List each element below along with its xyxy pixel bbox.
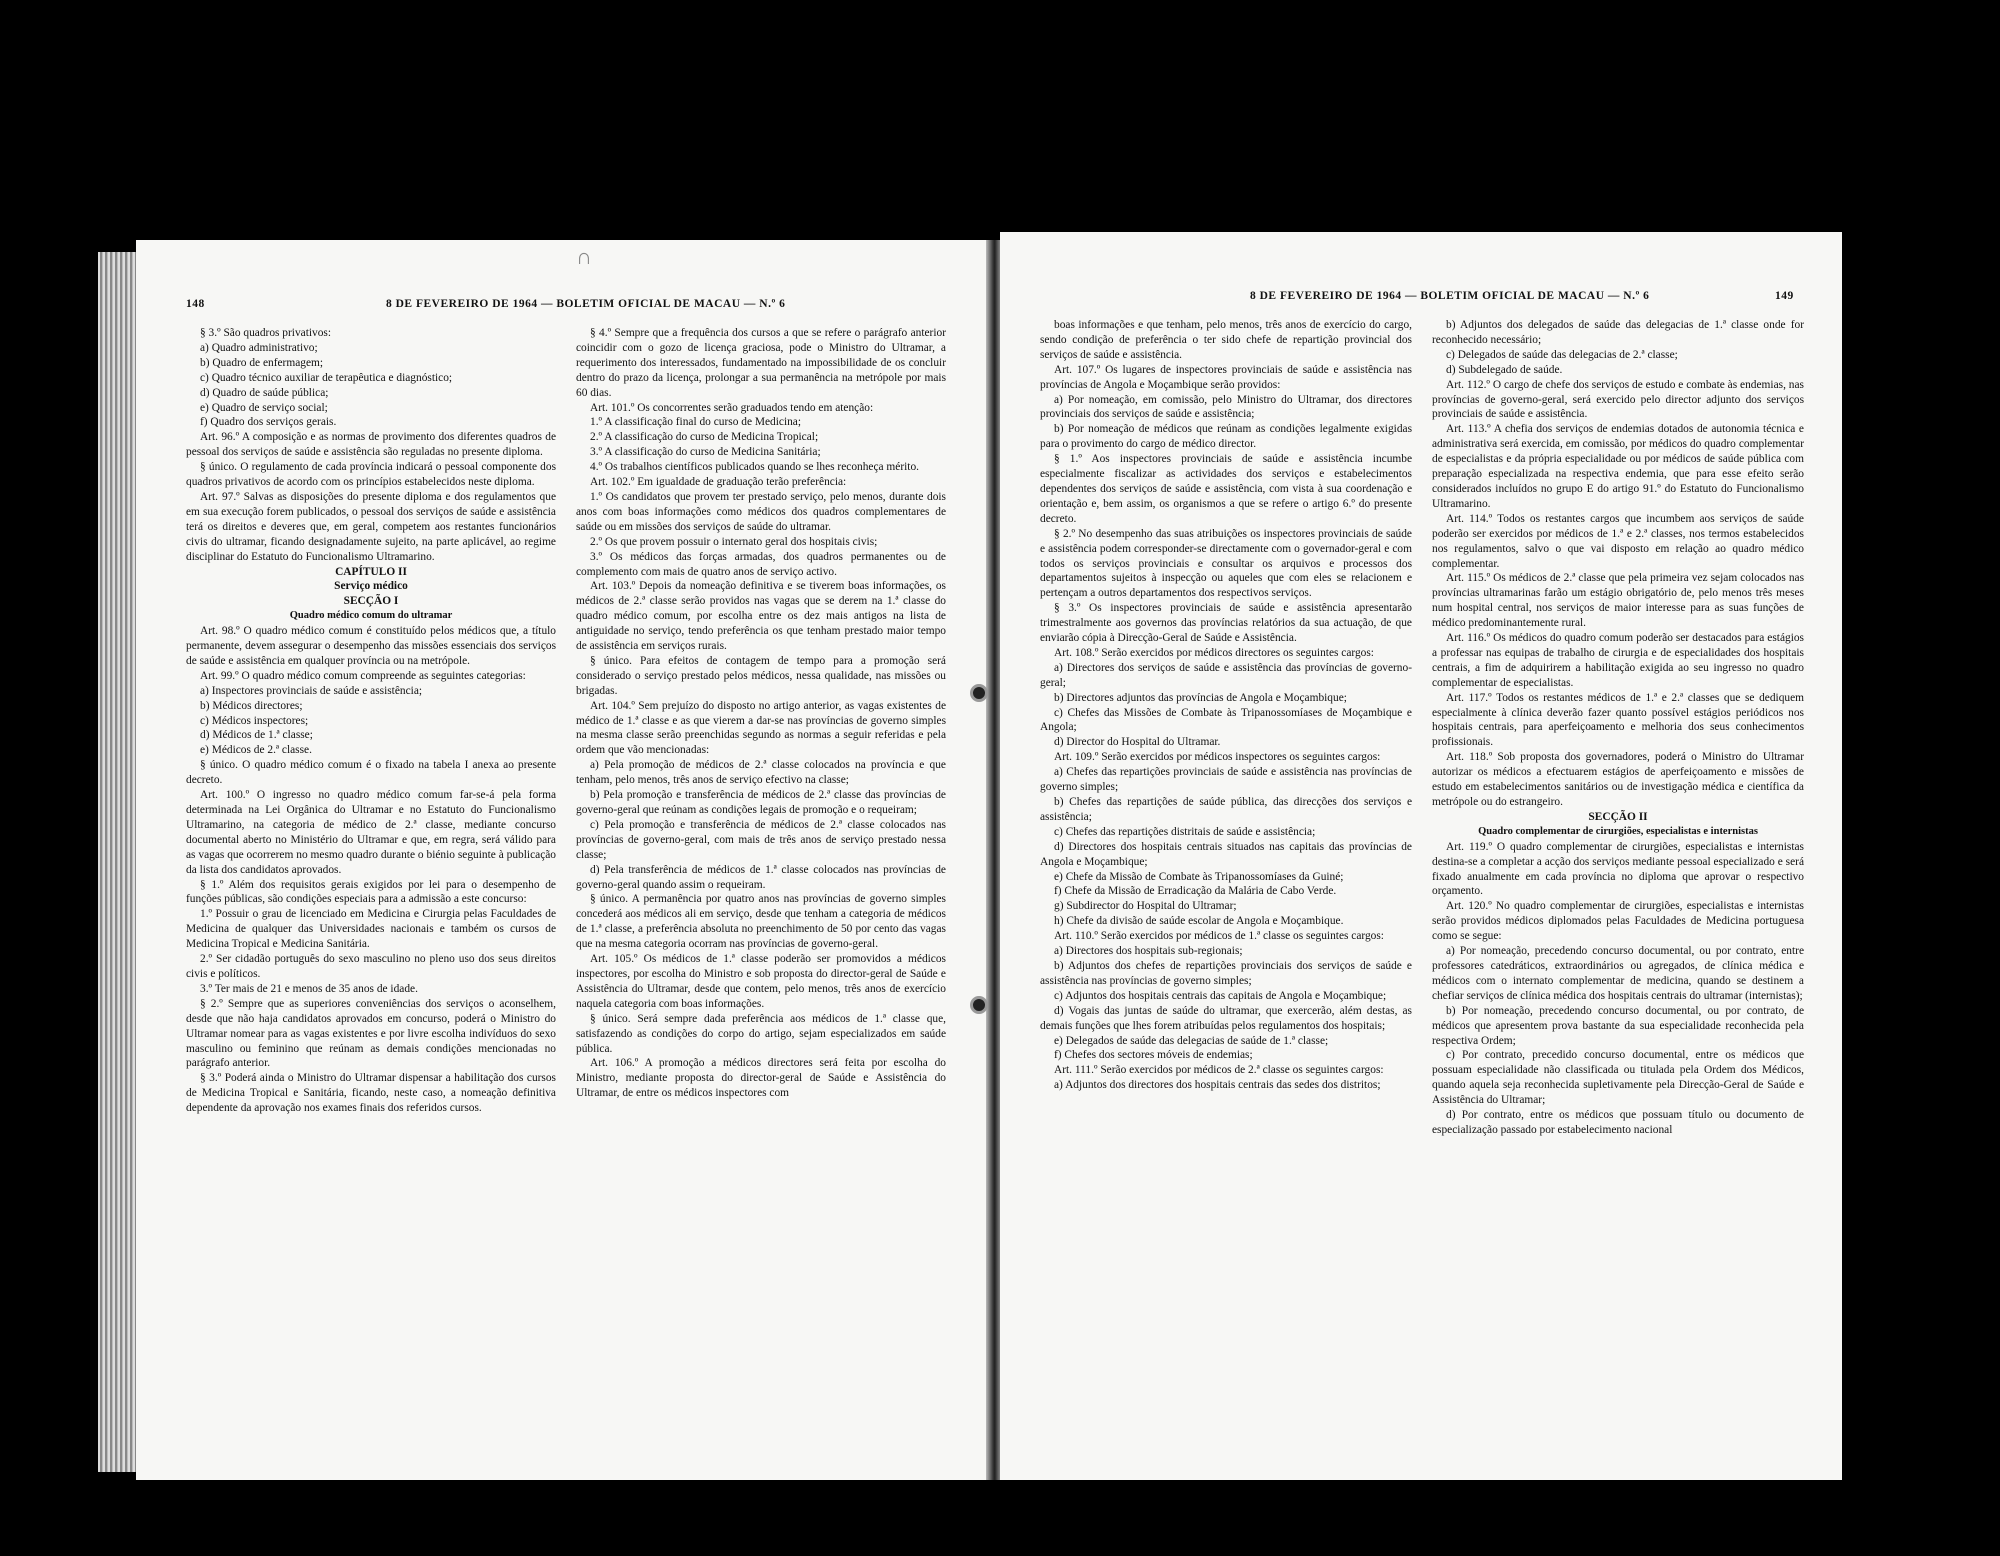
paragraph: a) Directores dos serviços de saúde e assistência das províncias de governo-geral; (1040, 661, 1412, 689)
paragraph: § 2.º Sempre que as superiores conveniências dos serviços o aconselhem, desde que não haja candidatos aprovados em concurso, poderá o Ministro do Ultramar nomear para as vagas existentes e por livre escolha indivíduos do sexo masculino ou feminino que reúnam as demais condições mencionadas no parágrafo anterior. (186, 997, 556, 1070)
paragraph: b) Médicos directores; (200, 699, 303, 712)
paragraph: 1.º Os candidatos que provem ter prestado serviço, pelo menos, durante dois anos com boas informações como médicos dos quadros complementares de saúde ou em missões dos serviços de saúde do ultramar. (576, 490, 946, 533)
paragraph: h) Chefe da divisão de saúde escolar de Angola e Moçambique. (1054, 915, 1344, 928)
right-page-number: 149 (1775, 290, 1794, 302)
paragraph: § único. O regulamento de cada província indicará o pessoal componente dos quadros privativos de acordo com os princípios estabelecidos neste diploma. (186, 461, 556, 489)
paragraph: Art. 98.º O quadro médico comum é constituído pelos médicos que, a título permanente, devem assegurar o desempenho das missões essenciais dos serviços de saúde e assistência em qualquer província ou na metrópole. (186, 625, 556, 667)
paragraph: d) Médicos de 1.ª classe; (200, 729, 313, 742)
paragraph: 2.º Ser cidadão português do sexo masculino no pleno uso dos seus direitos civis e políticos. (186, 953, 556, 980)
book-page-edges (98, 252, 138, 1472)
section-heading: CAPÍTULO II (335, 565, 407, 578)
paragraph: d) Directores dos hospitais centrais situados nas capitais das províncias de Angola e Moçambique; (1040, 840, 1412, 868)
paragraph: c) Quadro técnico auxiliar de terapêutica e diagnóstico; (200, 371, 453, 384)
paragraph: d) Vogais das juntas de saúde do ultramar, que exercerão, além destas, as demais funções que lhes forem atribuídas pelos regulamentos dos hospitais; (1040, 1004, 1412, 1032)
paragraph: b) Quadro de enfermagem; (200, 356, 324, 369)
paragraph: Art. 107.º Os lugares de inspectores provinciais de saúde e assistência nas províncias de Angola e Moçambique serão providos: (1040, 363, 1412, 391)
paragraph: § 1.º Aos inspectores provinciais de saúde e assistência incumbe especialmente fiscalizar as actividades dos serviços e estabelecimentos dependentes dos serviços de saúde e assistência, com vista à sua coordenação e orientação e, bem assim, os organismos a que se refere o artigo 6.º do presente decreto. (1040, 453, 1412, 525)
paragraph: Art. 101.º Os concorrentes serão graduados tendo em atenção: (590, 401, 874, 414)
paragraph: e) Chefe da Missão de Combate às Tripanossomíases da Guiné; (1054, 870, 1344, 883)
right-column-2 (1432, 318, 1804, 1448)
paragraph: Art. 120.º No quadro complementar de cirurgiões, especialistas e internistas serão providos médicos diplomados pelas Faculdades de Medicina portuguesa como se segue: (1432, 900, 1804, 943)
left-page-number: 148 (186, 298, 205, 310)
paragraph: a) Directores dos hospitais sub-regionais; (1054, 945, 1243, 958)
paragraph: c) Pela promoção e transferência de médicos de 2.ª classe colocados nas províncias de governo-geral, com mais de três anos de serviço prestado nessa classe; (576, 818, 946, 861)
binding-hole-icon (970, 684, 988, 702)
left-page (136, 240, 988, 1480)
paragraph: Art. 99.º O quadro médico comum compreende as seguintes categorias: (200, 669, 526, 682)
paragraph: 3.º A classificação do curso de Medicina Sanitária; (590, 446, 821, 459)
paragraph: Art. 115.º Os médicos de 2.ª classe que pela primeira vez sejam colocados nas províncias ultramarinas farão um estágio obrigatório de, pelo menos três meses num hospital central, nos serviços de maior interesse para as suas funções de médico predominantemente rural. (1432, 572, 1804, 630)
paragraph: b) Por nomeação de médicos que reúnam as condições legalmente exigidas para o provimento do cargo de médico director. (1040, 423, 1412, 451)
paragraph: c) Delegados de saúde das delegacias de 2.ª classe; (1446, 348, 1678, 361)
paragraph: Art. 104.º Sem prejuízo do disposto no artigo anterior, as vagas existentes de médico de 1.ª classe e as que vierem a dar-se nas províncias de governo simples na mesma classe serão preenchidas segundo as normas a seguir referidas e pela ordem que vão mencionadas: (576, 699, 946, 757)
paragraph: § 1.º Além dos requisitos gerais exigidos por lei para o desempenho de funções públicas, são condições especiais para a admissão a este concurso: (186, 878, 556, 906)
paragraph: Art. 108.º Serão exercidos por médicos directores os seguintes cargos: (1054, 646, 1374, 659)
paragraph: c) Médicos inspectores; (200, 714, 309, 727)
paragraph: f) Chefes dos sectores móveis de endemias; (1054, 1049, 1253, 1062)
paragraph: § 3.º São quadros privativos: (200, 327, 332, 339)
paragraph: a) Por nomeação, em comissão, pelo Ministro do Ultramar, dos directores provinciais dos serviços de saúde e assistência; (1040, 393, 1412, 421)
right-page (1000, 232, 1842, 1480)
paragraph: b) Chefes das repartições de saúde pública, das direcções dos serviços e assistência; (1040, 796, 1412, 823)
paragraph: 3.º Os médicos das forças armadas, dos quadros permanentes ou de complemento com mais de quatro anos de serviço activo. (576, 550, 946, 578)
paragraph: d) Subdelegado de saúde. (1446, 363, 1563, 376)
paragraph: g) Subdirector do Hospital do Ultramar; (1054, 900, 1237, 913)
paragraph: b) Por nomeação, precedendo concurso documental, ou por contrato, de médicos que apresentem prova bastante da sua especialidade reconhecida pela respectiva Ordem; (1432, 1004, 1804, 1047)
paragraph: § 3.º Poderá ainda o Ministro do Ultramar dispensar a habilitação dos cursos de Medicina Tropical e Sanitária, ficando, neste caso, a nomeação definitiva dependente da aprovação nos exames finais dos referidos cursos. (186, 1072, 556, 1115)
paragraph: Art. 119.º O quadro complementar de cirurgiões, especialistas e internistas destina-se a completar a acção dos serviços mediante pessoal especializado e será fixado anualmente em cada província no diploma que aprovar o respectivo orçamento. (1432, 840, 1804, 898)
paragraph: d) Pela transferência de médicos de 1.ª classe colocados nas províncias de governo-geral quando assim o requeiram. (576, 863, 946, 891)
paragraph: e) Médicos de 2.ª classe. (200, 744, 312, 757)
paragraph: Art. 105.º Os médicos de 1.ª classe poderão ser promovidos a médicos inspectores, por escolha do Ministro e sob proposta do director-geral de Saúde e Assistência do Ultramar, desde que contem, pelo menos, três anos de exercício naquela categoria com boas informações. (576, 953, 946, 1010)
paragraph: Art. 97.º Salvas as disposições do presente diploma e dos regulamentos que em sua execução forem publicados, o pessoal dos serviços de saúde e assistência terá os direitos e deveres que, em geral, competem aos restantes funcionários civis do ultramar, ficando designadamente sujeito, na parte aplicável, ao regime disciplinar do Estatuto do Funcionalismo Ultramarino. (186, 490, 556, 563)
paragraph: d) Quadro de saúde pública; (200, 386, 329, 399)
paragraph: Art. 96.º A composição e as normas de provimento dos diferentes quadros de pessoal dos serviços de saúde e assistência são reguladas no presente diploma. (186, 431, 556, 459)
paragraph: c) Adjuntos dos hospitais centrais das capitais de Angola e Moçambique; (1054, 989, 1387, 1002)
left-column-1 (186, 326, 556, 1456)
paragraph: Art. 102.º Em igualdade de graduação terão preferência: (590, 476, 847, 489)
paragraph: b) Directores adjuntos das províncias de Angola e Moçambique; (1054, 691, 1347, 704)
paragraph: 2.º A classificação do curso de Medicina Tropical; (590, 431, 819, 444)
paragraph: Art. 100.º O ingresso no quadro médico comum far-se-á pela forma determinada na Lei Orgânica do Ultramar e no Estatuto do Funcionalismo Ultramarino, na categoria de médico de 2.ª classe, mediante concurso documental aberto no Ministério do Ultramar e que, em regra, será válido para as vagas que ocorrerem no mesmo quadro durante o biénio seguinte à publicação da lista dos candidatos aprovados. (186, 789, 556, 876)
paragraph: Art. 110.º Serão exercidos por médicos de 1.ª classe os seguintes cargos: (1054, 930, 1384, 943)
paragraph: § único. O quadro médico comum é o fixado na tabela I anexa ao presente decreto. (186, 759, 556, 787)
paragraph: b) Adjuntos dos delegados de saúde das delegacias de 1.ª classe onde for reconhecido necessário; (1432, 319, 1804, 346)
paragraph: d) Por contrato, entre os médicos que possuam título ou documento de especialização passado por estabelecimento nacional (1432, 1109, 1804, 1136)
paragraph: 1.º A classificação final do curso de Medicina; (590, 416, 802, 429)
paragraph: § único. Será sempre dada preferência aos médicos de 1.ª classe que, satisfazendo as condições do corpo do artigo, sejam especializados em saúde pública. (576, 1012, 946, 1055)
paragraph: Art. 111.º Serão exercidos por médicos de 2.ª classe os seguintes cargos: (1054, 1064, 1384, 1077)
left-column-2 (576, 326, 946, 1456)
section-heading: SECÇÃO I (343, 595, 399, 608)
paragraph: Art. 103.º Depois da nomeação definitiva e se tiverem boas informações, os médicos de 2.ª classe serão providos nas vagas que se derem na 1.ª classe do quadro médico comum, por escolha entre os dez mais antigos na lista de antiguidade no serviço, tendo preferência os que tenham prestado maior tempo de assistência em serviços rurais. (576, 580, 946, 653)
section-heading: Serviço médico (334, 580, 408, 593)
paragraph: e) Delegados de saúde das delegacias de saúde de 1.ª classe; (1054, 1034, 1329, 1047)
paragraph: e) Quadro de serviço social; (200, 401, 328, 414)
paragraph: 4.º Os trabalhos científicos publicados quando se lhes reconheça mérito. (590, 461, 920, 474)
paragraph: Art. 113.º A chefia dos serviços de endemias dotados de autonomia técnica e administrativa será exercida, em comissão, por médicos do quadro complementar de especialistas e da própria especialidade ou por médicos de saúde pública com preparação especializada na respectiva endemia, que para esse efeito serão considerados incluídos no grupo E do artigo 91.º do Estatuto do Funcionalismo Ultramarino. (1432, 423, 1804, 510)
paragraph: c) Chefes das repartições distritais de saúde e assistência; (1054, 825, 1316, 838)
paragraph: a) Pela promoção de médicos de 2.ª classe colocados na província e que tenham, pelo menos, três anos de serviço efectivo na classe; (576, 759, 946, 787)
section-heading: SECÇÃO II (1588, 810, 1648, 823)
paragraph: a) Inspectores provinciais de saúde e assistência; (200, 684, 423, 697)
right-column-1 (1040, 318, 1412, 1448)
paragraph: boas informações e que tenham, pelo menos, três anos de exercício do cargo, sendo condição de preferência o ter sido chefe de repartição provincial dos serviços de saúde e assistência. (1040, 319, 1412, 361)
paragraph: c) Por contrato, precedido concurso documental, entre os médicos que possuam especialidade não classificada ou titulada pela Ordem dos Médicos, quando aquela seja reconhecida supletivamente pela Direcção-Geral de Saúde e Assistência do Ultramar; (1432, 1049, 1804, 1107)
left-page-header-text: 8 DE FEVEREIRO DE 1964 — BOLETIM OFICIAL DE MACAU — N.º 6 (386, 298, 786, 310)
right-page-header-text: 8 DE FEVEREIRO DE 1964 — BOLETIM OFICIAL DE MACAU — N.º 6 (1250, 290, 1650, 302)
paragraph: Art. 116.º Os médicos do quadro comum poderão ser destacados para estágios a professar nas equipas de trabalho de cirurgia e de especialidades dos hospitais centrais, a fim de adquirirem a habilitação exigida ao seu ingresso no quadro complementar de especialistas. (1432, 632, 1804, 689)
paragraph: 3.º Ter mais de 21 e menos de 35 anos de idade. (200, 982, 418, 995)
paragraph: a) Chefes das repartições provinciais de saúde e assistência nas províncias de governo simples; (1040, 766, 1412, 794)
paragraph: § 2.º No desempenho das suas atribuições os inspectores provinciais de saúde e assistência podem corresponder-se directamente com o governador-geral e com todos os serviços provinciais e consultar os arquivos e processos dos departamentos sujeitos à inspecção ou aqueles que com eles se relacionem e pertençam a outros departamentos dos respectivos serviços. (1040, 527, 1412, 600)
paragraph: f) Chefe da Missão de Erradicação da Malária de Cabo Verde. (1054, 885, 1337, 898)
paragraph: 2.º Os que provem possuir o internato geral dos hospitais civis; (590, 535, 878, 548)
paragraph: f) Quadro dos serviços gerais. (200, 416, 337, 429)
paragraph: 1.º Possuir o grau de licenciado em Medicina e Cirurgia pelas Faculdades de Medicina de qualquer das Universidades nacionais e também os cursos de Medicina Tropical e Medicina Sanitária. (186, 908, 556, 951)
paragraph: c) Chefes das Missões de Combate às Tripanossomíases de Moçambique e Angola; (1040, 706, 1412, 734)
paragraph: Art. 117.º Todos os restantes médicos de 1.ª e 2.ª classes que se dediquem especialmente à clínica deverão fazer quanto possível estágios periódicos nos hospitais centrais, para aperfeiçoamento e melhoria dos seus conhecimentos profissionais. (1432, 691, 1804, 749)
pencil-mark: ∩ (576, 244, 592, 269)
paragraph: b) Adjuntos dos chefes de repartições provinciais dos serviços de saúde e assistência nas províncias de governo simples; (1040, 959, 1412, 987)
paragraph: d) Director do Hospital do Ultramar. (1054, 736, 1221, 749)
paragraph: Art. 118.º Sob proposta dos governadores, poderá o Ministro do Ultramar autorizar os médicos a efectuarem estágios de aperfeiçoamento e missões de estudo em estabelecimentos sanitários ou de investigação médica e científica da metrópole ou do estrangeiro. (1432, 751, 1804, 808)
paragraph: b) Pela promoção e transferência de médicos de 2.ª classe das províncias de governo-geral que reúnam as condições legais de promoção e o requeiram; (576, 789, 946, 816)
paragraph: Art. 112.º O cargo de chefe dos serviços de estudo e combate às endemias, nas províncias de governo-geral, será exercido pelo director adjunto dos serviços provinciais de saúde e assistência. (1432, 378, 1804, 421)
section-subheading: Quadro complementar de cirurgiões, especialistas e internistas (1478, 825, 1758, 837)
paragraph: a) Quadro administrativo; (200, 341, 318, 354)
paragraph: Art. 114.º Todos os restantes cargos que incumbem aos serviços de saúde poderão ser exercidos por médicos de 1.ª e 2.ª classes, nos termos estabelecidos nos regulamentos, salvo o que vai disposto em relação ao quadro médico complementar. (1432, 512, 1804, 570)
paragraph: § 4.º Sempre que a frequência dos cursos a que se refere o parágrafo anterior coincidir com o gozo de licença graciosa, pode o Ministro do Ultramar, a requerimento dos interessados, fundamentado na impossibilidade de os concluir dentro do prazo da licença, prolongar a sua permanência na metrópole por mais 60 dias. (576, 327, 946, 399)
paragraph: a) Adjuntos dos directores dos hospitais centrais das sedes dos distritos; (1054, 1079, 1381, 1092)
binding-hole-icon (970, 996, 988, 1014)
paragraph: Art. 109.º Serão exercidos por médicos inspectores os seguintes cargos: (1054, 751, 1381, 764)
paragraph: § único. Para efeitos de contagem de tempo para a promoção será considerado o serviço prestado pelos médicos, nessa qualidade, nas missões ou brigadas. (576, 654, 946, 697)
paragraph: § 3.º Os inspectores provinciais de saúde e assistência apresentarão trimestralmente aos governos das províncias relatórios da sua actuação, de que enviarão cópia à Direcção-Geral de Saúde e Assistência. (1040, 602, 1412, 645)
paragraph: Art. 106.º A promoção a médicos directores será feita por escolha do Ministro, mediante proposta do director-geral de Saúde e Assistência do Ultramar, de entre os médicos inspectores com (576, 1057, 946, 1100)
paragraph: a) Por nomeação, precedendo concurso documental, ou por contrato, entre professores catedráticos, extraordinários ou agregados, de clínica médica e médicos com o internato complementar de medicina, quando se destinem a chefiar serviços de clínica médica dos hospitais centrais do ultramar (internistas); (1432, 945, 1804, 1002)
paragraph: § único. A permanência por quatro anos nas províncias de governo simples concederá aos médicos ali em serviço, desde que tenham a categoria de médicos de 1.ª classe, a preferência absoluta no preenchimento de 50 por cento das vagas que na mesma categoria ocorram nas províncias de governo-geral. (576, 893, 946, 951)
section-subheading: Quadro médico comum do ultramar (289, 610, 453, 622)
